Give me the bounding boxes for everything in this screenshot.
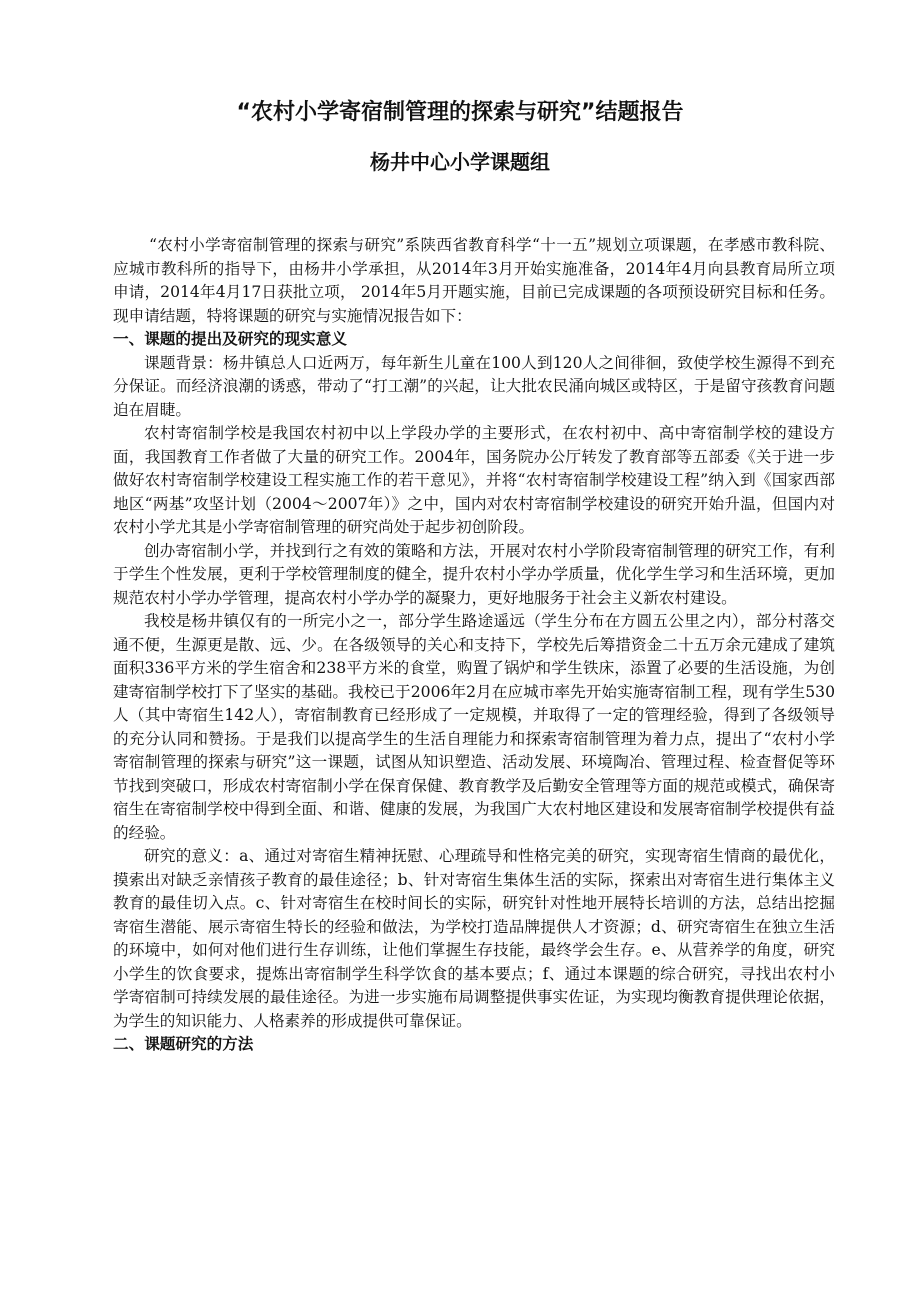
- significance-paragraph: 研究的意义：a、通过对寄宿生精神抚慰、心理疏导和性格完美的研究，实现寄宿生情商的最优化，摸索出对缺乏亲情孩子教育的最佳途径；b、针对寄宿生集体生活的实际，探索出对寄宿生进行集体主义教育的最佳切入点。c、针对寄宿生在校时间长的实际，研究针对性地开展特长培训的方法，总结出挖掘寄宿生潜能、展示寄宿生特长的经验和做法，为学校打造品牌提供人才资源；d、研究寄宿生在独立生活的环境中，如何对他们进行生存训练，让他们掌握生存技能，最终学会生存。e、从营养学的角度，研究小学生的饮食要求，提炼出寄宿制学生科学饮食的基本要点；f、通过本课题的综合研究，寻找出农村小学寄宿制可持续发展的最佳途径。为进一步实施布局调整提供事实佐证，为实现均衡教育提供理论依据，为学生的知识能力、人格素养的形成提供可靠保证。: [113, 847, 835, 1030]
- research-value-paragraph: 创办寄宿制小学，并找到行之有效的策略和方法，开展对农村小学阶段寄宿制管理的研究工作，有利于学生个性发展，更利于学校管理制度的健全，提升农村小学办学质量，优化学生学习和生活环境，更加规范农村小学办学管理，提高农村小学办学的凝聚力，更好地服务于社会主义新农村建设。: [113, 541, 835, 607]
- intro-paragraph: “农村小学寄宿制管理的探索与研究”系陕西省教育科学“十一五”规划立项课题，在孝感市教科院、应城市教科所的指导下，由杨井小学承担，从2014年3月开始实施准备，2014年4月向县教育局所立项申请，2014年4月17日获批立项， 2014年5月开题实施，目前已完成课题的各项预设研究目标和任务。现申请结题，特将课题的研究与实施情况报告如下：: [113, 236, 835, 325]
- boarding-school-paragraph: 农村寄宿制学校是我国农村初中以上学段办学的主要形式，在农村初中、高中寄宿制学校的建设方面，我国教育工作者做了大量的研究工作。2004年，国务院办公厅转发了教育部等五部委《关于进一步做好农村寄宿制学校建设工程实施工作的若干意见》，并将“农村寄宿制学校建设工程”纳入到《国家西部地区“两基”攻坚计划（2004～2007年）》之中，国内对农村寄宿制学校建设的研究开始升温，但国内对农村小学尤其是小学寄宿制管理的研究尚处于起步初创阶段。: [113, 424, 835, 536]
- report-title: “农村小学寄宿制管理的探索与研究”结题报告: [236, 100, 684, 125]
- report-body: [113, 234, 835, 1057]
- section-heading-1: 一、课题的提出及研究的现实意义: [113, 330, 347, 348]
- section-heading-2: 二、课题研究的方法: [113, 1035, 254, 1053]
- background-paragraph: 课题背景：杨井镇总人口近两万，每年新生儿童在100人到120人之间徘徊，致使学校生源得不到充分保证。而经济浪潮的诱惑，带动了“打工潮”的兴起，让大批农民涌向城区或特区，于是留守孩教育问题迫在眉睫。: [113, 353, 835, 419]
- school-situation-paragraph: 我校是杨井镇仅有的一所完小之一，部分学生路途遥远（学生分布在方圆五公里之内），部分村落交通不便，生源更是散、远、少。在各级领导的关心和支持下，学校先后筹措资金二十五万余元建成了建筑面积336平方米的学生宿舍和238平方米的食堂，购置了锅炉和学生铁床，添置了必要的生活设施，为创建寄宿制学校打下了坚实的基础。我校已于2006年2月在应城市率先开始实施寄宿制工程，现有学生530人（其中寄宿生142人），寄宿制教育已经形成了一定规模，并取得了一定的管理经验，得到了各级领导的充分认同和赞扬。于是我们以提高学生的生活自理能力和探索寄宿制管理为着力点，提出了“农村小学寄宿制管理的探索与研究”这一课题，试图从知识塑造、活动发展、环境陶冶、管理过程、检查督促等环节找到突破口，形成农村寄宿制小学在保育保健、教育教学及后勤安全管理等方面的规范或模式，确保寄宿生在寄宿制学校中得到全面、和谐、健康的发展，为我国广大农村地区建设和发展寄宿制学校提供有益的经验。: [113, 612, 835, 842]
- report-subtitle: 杨井中心小学课题组: [370, 150, 550, 174]
